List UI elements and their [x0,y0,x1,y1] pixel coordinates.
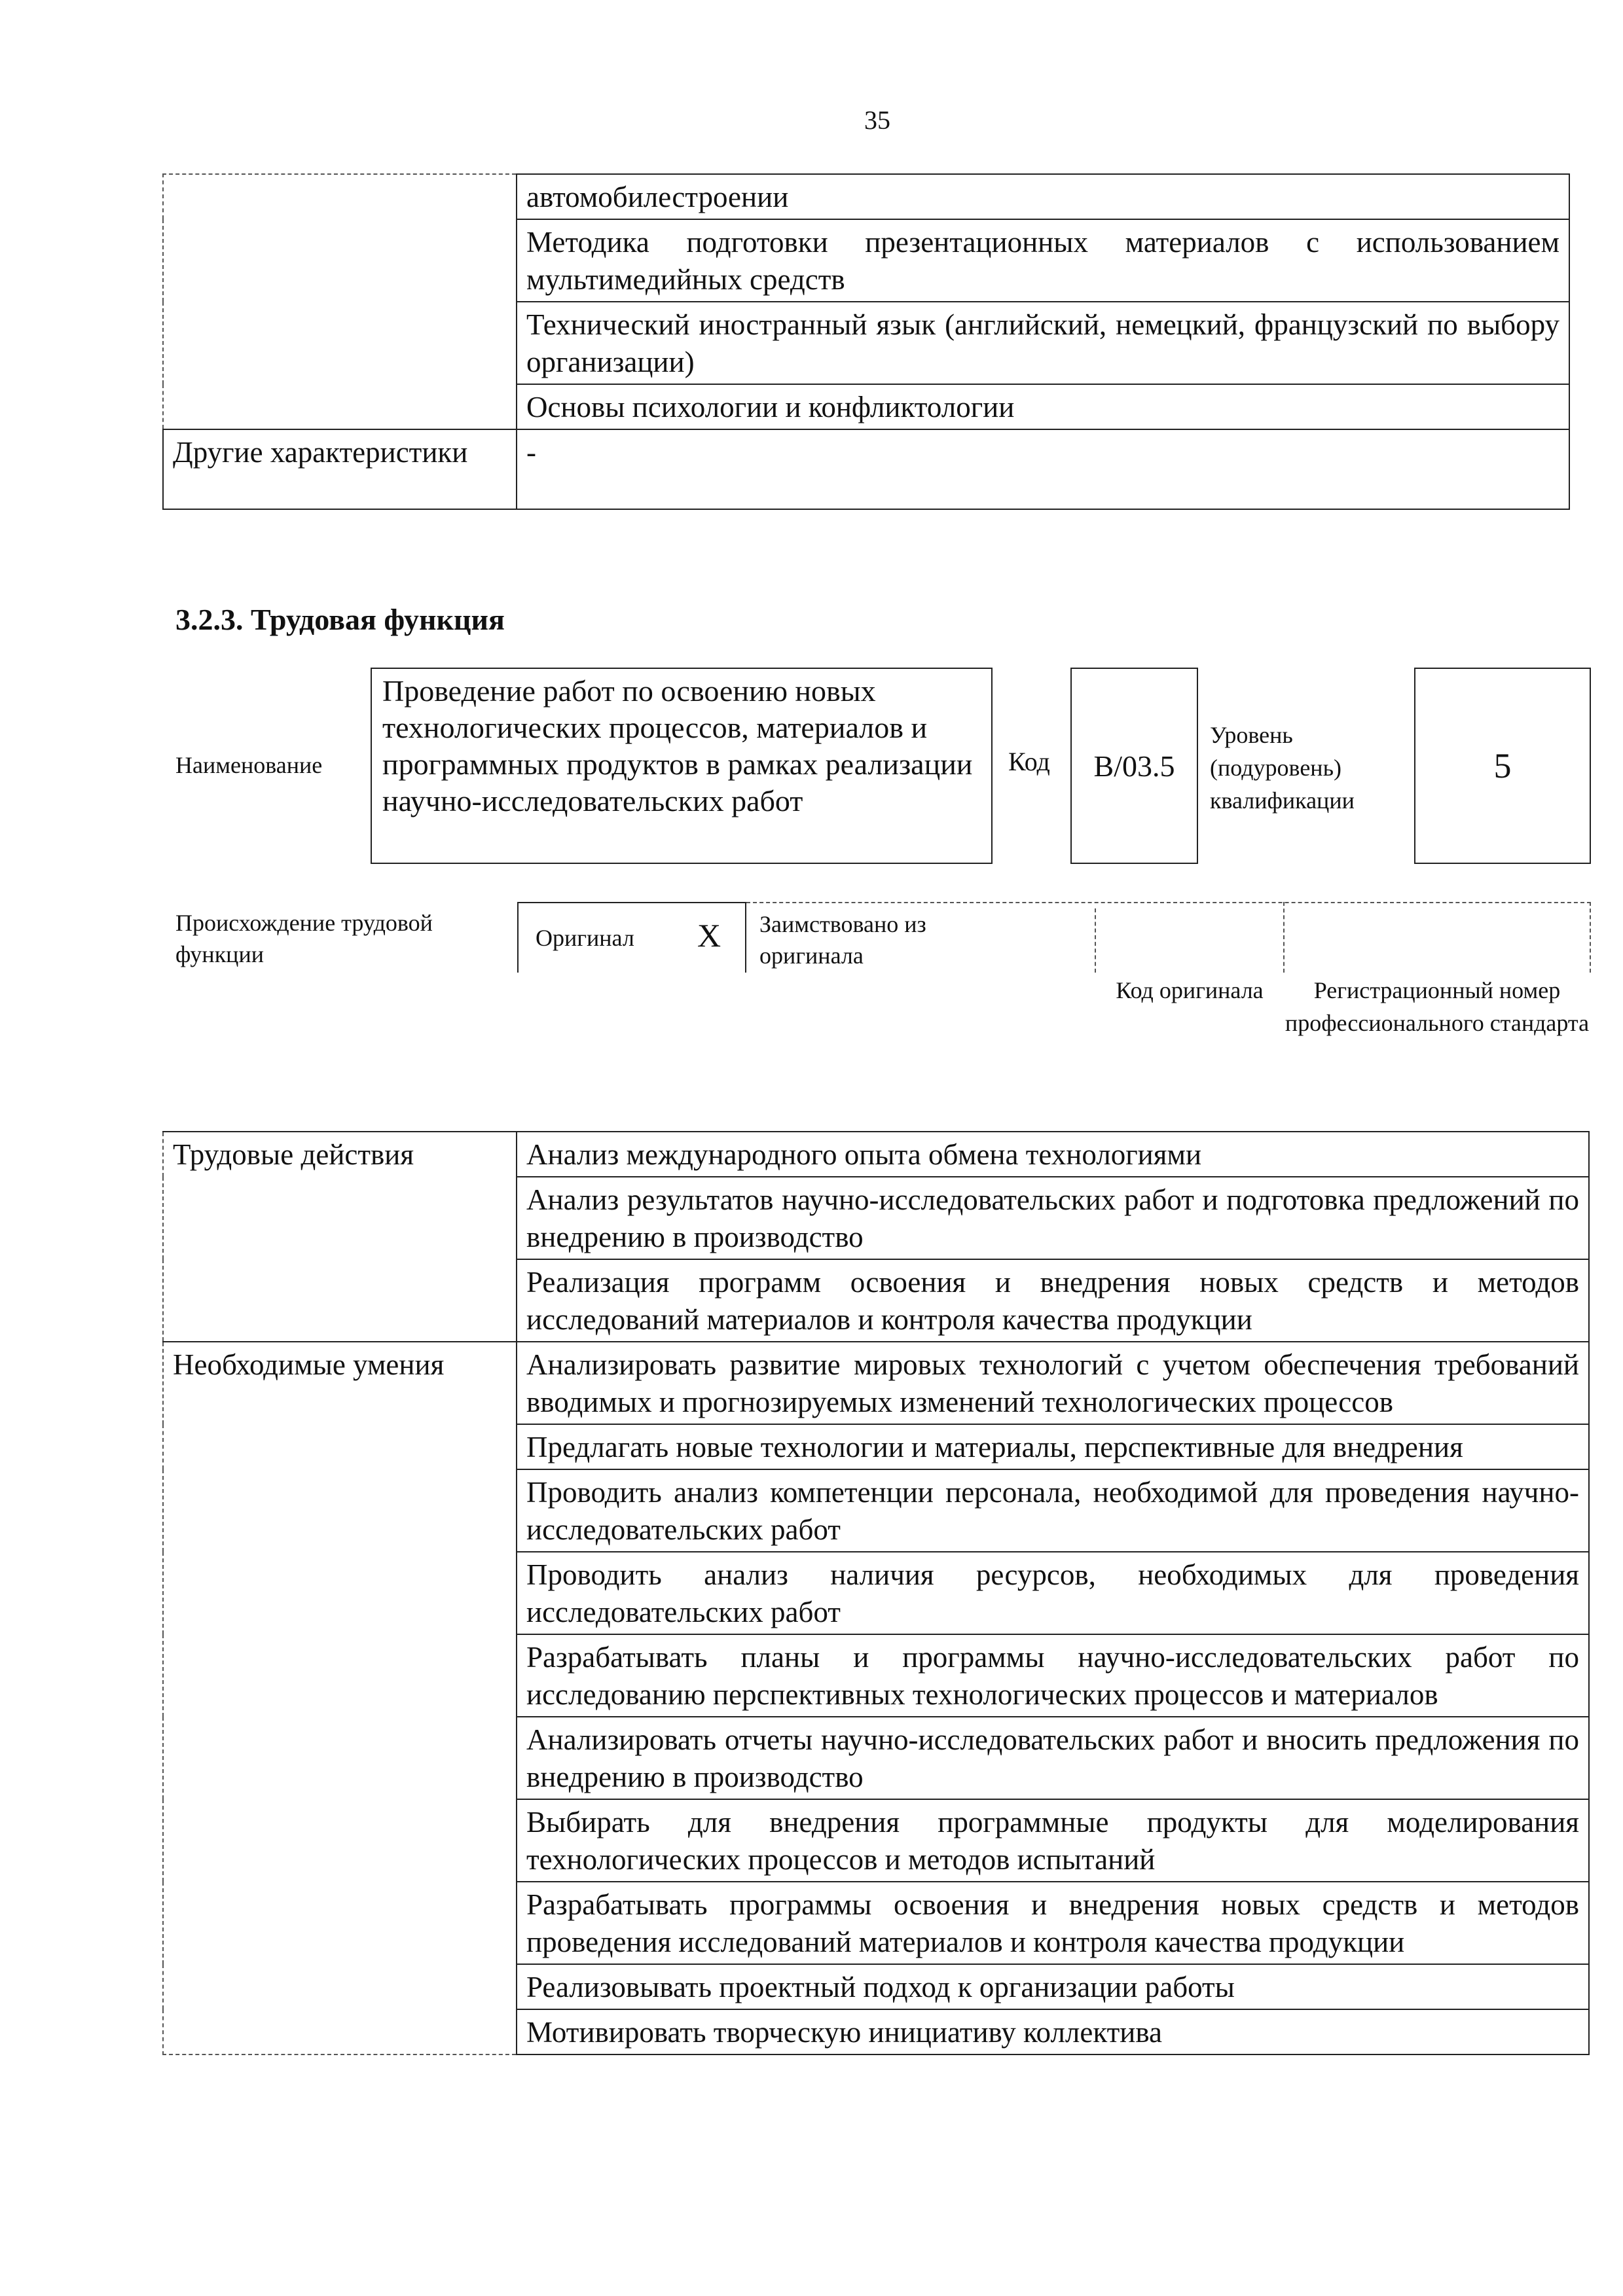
function-name-value: Проведение работ по освоению новых технологических процессов, материалов и программных продуктов в рамках реализации научно-исследовательских работ [371,668,993,864]
empty-label-cell [163,174,517,429]
code-value: B/03.5 [1070,668,1198,864]
knowledge-row: Методика подготовки презентационных материалов с использованием мультимедийных средств [517,219,1569,302]
registration-number-label: Регистрационный номер профессионального стандарта [1285,977,1590,1036]
divider [1095,908,1096,973]
knowledge-table-continuation [162,173,1570,510]
skill-row: Разрабатывать планы и программы научно-исследовательских работ по исследованию перспективных технологических процессов и материалов [517,1634,1589,1717]
borrowed-label: Заимствовано из оригинала [759,911,926,969]
qualification-level-label: Уровень (подуровень) квалификации [1210,722,1355,814]
required-skills-label: Необходимые умения [163,1342,517,2054]
skill-row: Предлагать новые технологии и материалы, перспективные для внедрения [517,1424,1589,1469]
labor-function-table [162,1131,1590,2055]
skill-row: Реализовывать проектный подход к организации работы [517,1964,1589,2009]
section-title: 3.2.3. Трудовая функция [175,603,505,636]
other-characteristics-value: - [517,429,1569,509]
other-characteristics-label: Другие характеристики [163,429,517,509]
page-number: 35 [864,105,890,135]
knowledge-row: автомобилестроении [517,174,1569,219]
labor-action-row: Реализация программ освоения и внедрения новых средств и методов исследований материалов и контроля качества продукции [517,1259,1589,1342]
skill-row: Мотивировать творческую инициативу коллектива [517,2009,1589,2054]
labor-action-row: Анализ результатов научно-исследовательских работ и подготовка предложений по внедрению в производство [517,1177,1589,1259]
original-label: Оригинал [536,925,634,951]
qualification-level-value: 5 [1414,668,1591,864]
original-code-label: Код оригинала [1116,977,1264,1003]
skill-row: Выбирать для внедрения программные продукты для моделирования технологических процессов и методов испытаний [517,1799,1589,1882]
knowledge-row: Основы психологии и конфликтологии [517,384,1569,429]
skill-row: Анализировать развитие мировых технологий с учетом обеспечения требований вводимых и прогнозируемых изменений технологических процессов [517,1342,1589,1424]
labor-actions-label: Трудовые действия [163,1132,517,1342]
name-label: Наименование [175,752,323,778]
divider [1283,902,1285,973]
skill-row: Проводить анализ наличия ресурсов, необходимых для проведения исследовательских работ [517,1552,1589,1634]
labor-action-row: Анализ международного опыта обмена технологиями [517,1132,1589,1177]
original-mark: X [697,917,721,954]
skill-row: Проводить анализ компетенции персонала, необходимой для проведения научно-исследовательских работ [517,1469,1589,1552]
knowledge-row: Технический иностранный язык (английский, немецкий, французский по выбору организации) [517,302,1569,384]
origin-label: Происхождение трудовой функции [175,910,433,967]
code-label: Код [1008,747,1050,776]
skill-row: Анализировать отчеты научно-исследовательских работ и вносить предложения по внедрению в производство [517,1717,1589,1799]
skill-row: Разрабатывать программы освоения и внедрения новых средств и методов проведения исследований материалов и контроля качества продукции [517,1882,1589,1964]
